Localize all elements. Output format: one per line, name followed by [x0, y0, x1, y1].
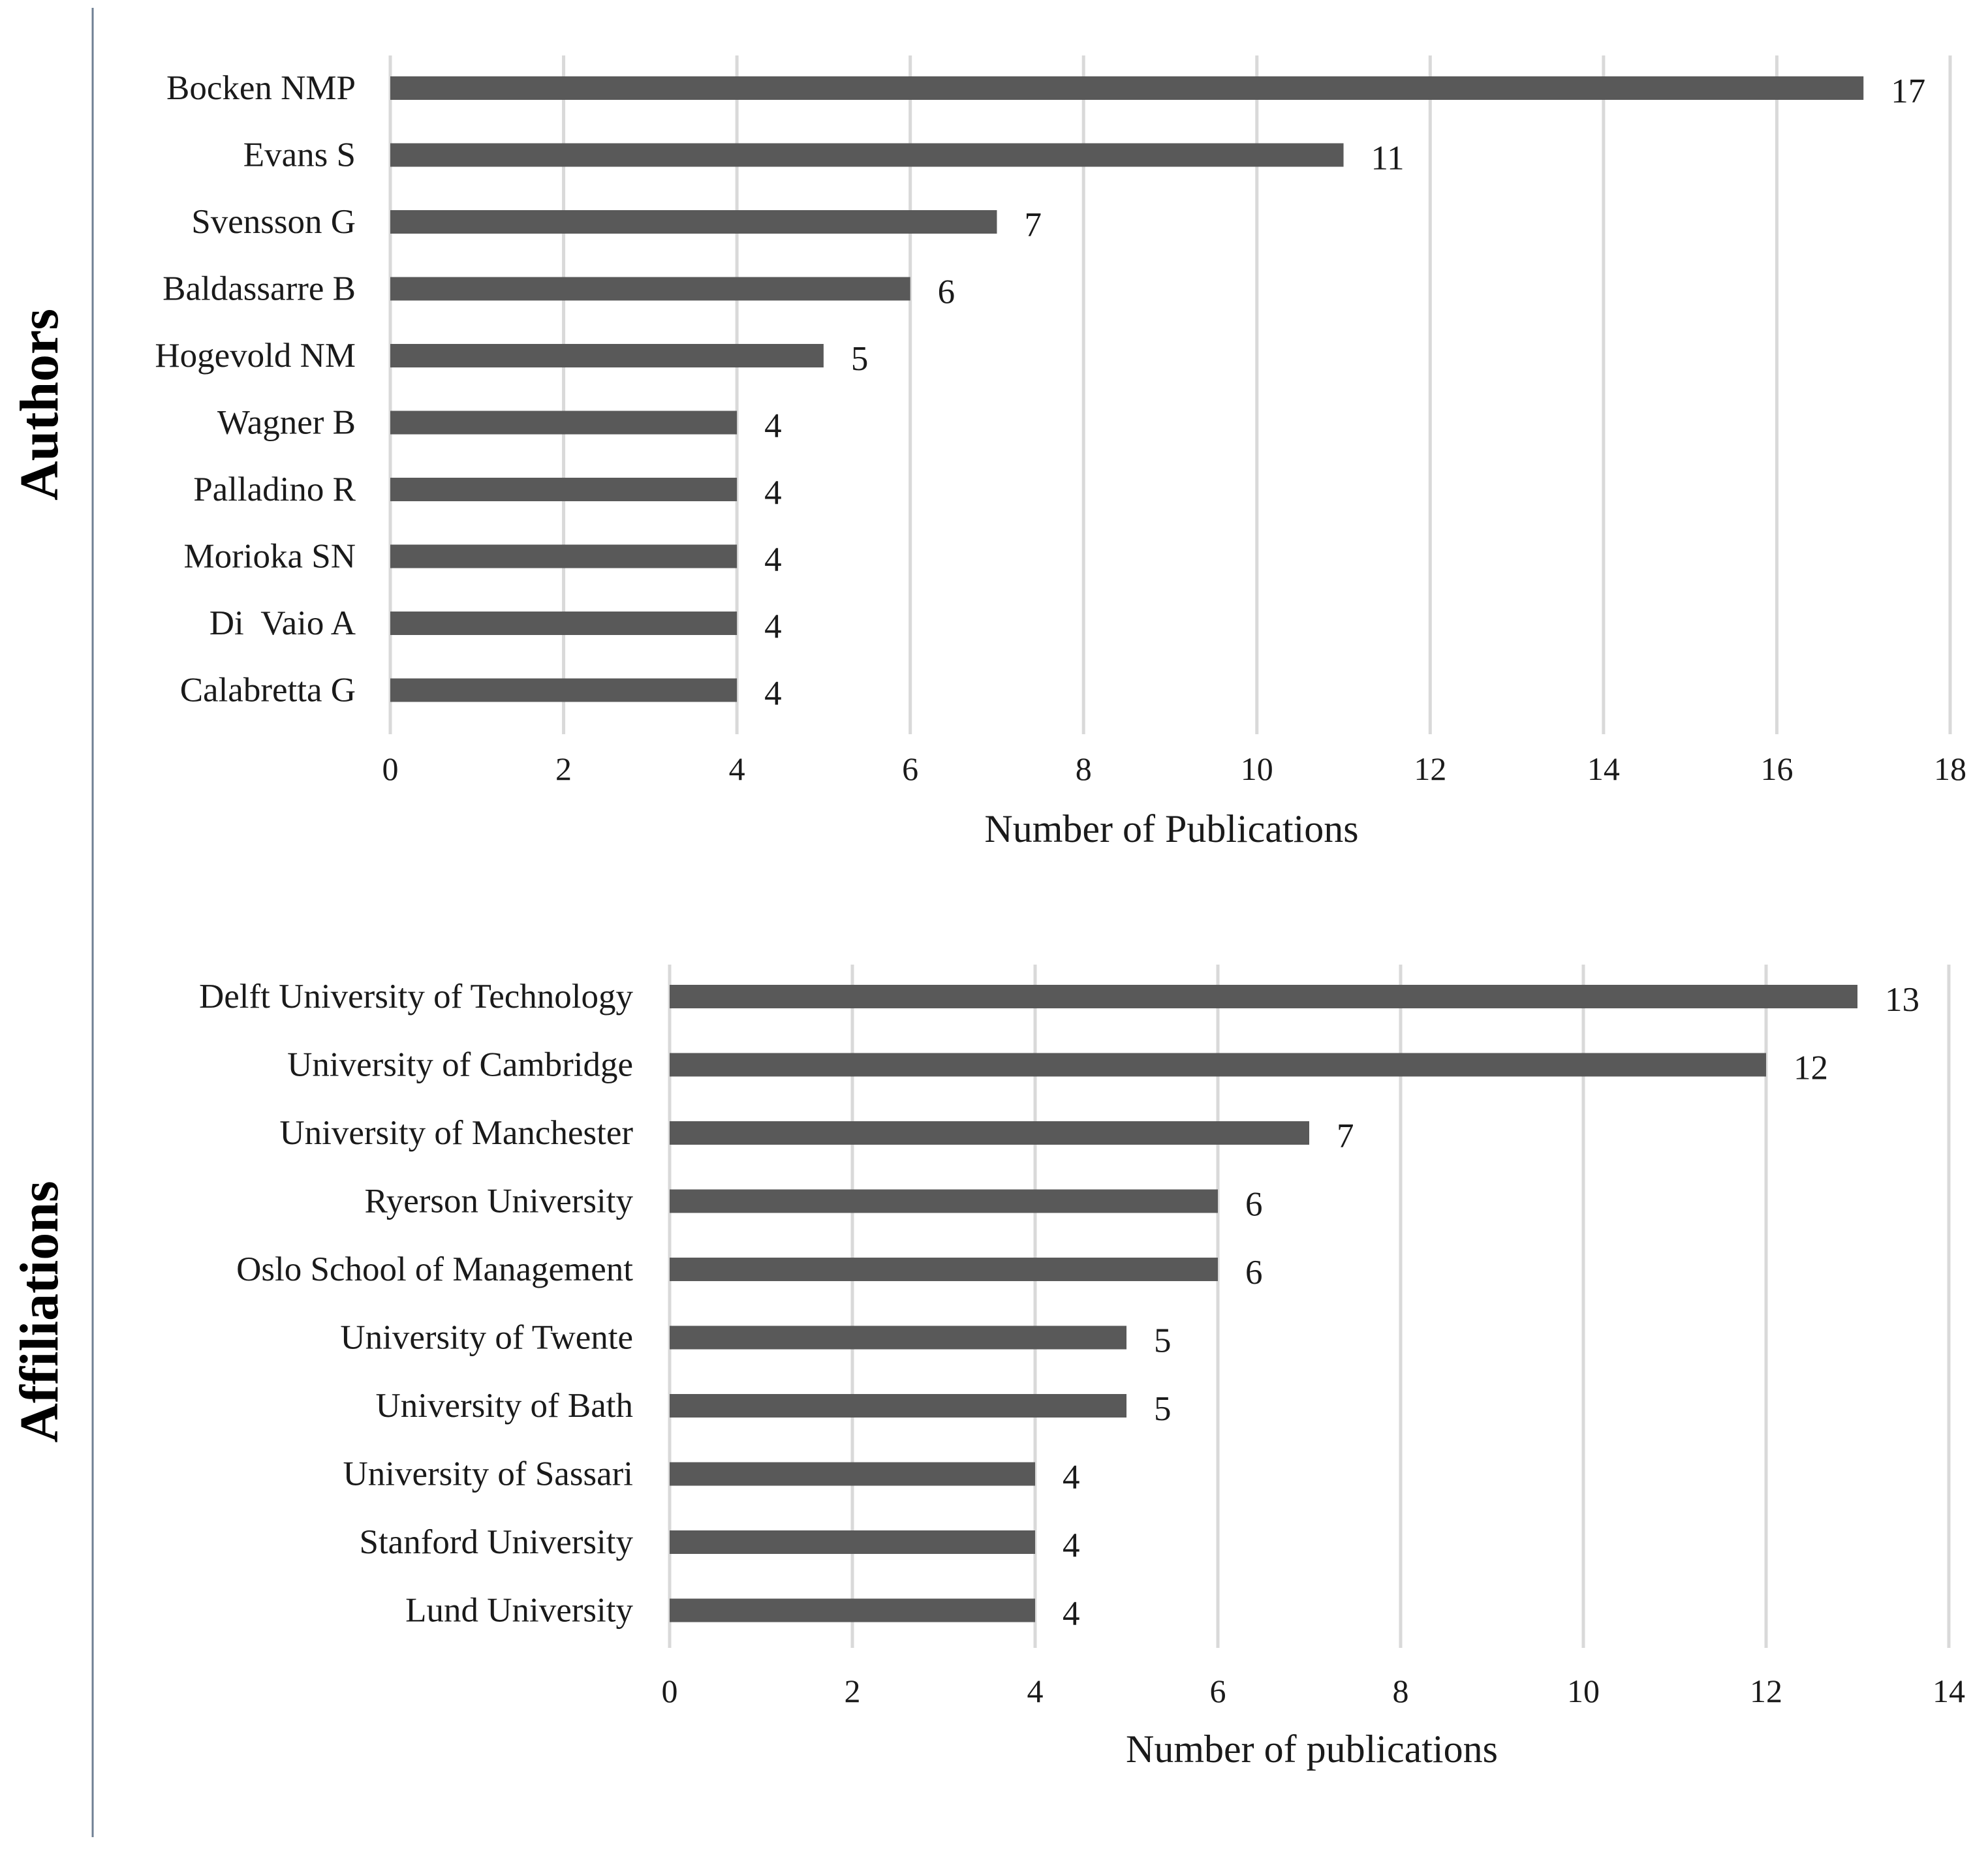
authors-chart [9, 55, 1966, 850]
x-tick-label-authors: 10 [1240, 751, 1273, 787]
affiliations-chart [9, 965, 1965, 1771]
x-tick-label-affiliations: 14 [1933, 1673, 1965, 1709]
category-label-affiliations: Stanford University [359, 1523, 633, 1561]
x-tick-label-authors: 18 [1934, 751, 1966, 787]
bar-affiliations [670, 1121, 1309, 1145]
data-label-authors: 6 [937, 273, 955, 311]
category-label-authors: Morioka SN [183, 537, 356, 576]
data-label-authors: 11 [1371, 139, 1405, 178]
category-label-authors: Bocken NMP [166, 69, 356, 107]
x-axis-title-authors: Number of Publications [984, 807, 1359, 850]
data-label-affiliations: 6 [1245, 1254, 1263, 1292]
x-tick-label-authors: 4 [728, 751, 745, 787]
x-tick-label-affiliations: 4 [1027, 1673, 1044, 1709]
category-label-authors: Hogevold NM [155, 337, 356, 375]
data-label-affiliations: 7 [1337, 1117, 1354, 1155]
category-label-affiliations: University of Cambridge [287, 1046, 633, 1084]
x-tick-label-authors: 0 [382, 751, 399, 787]
data-label-affiliations: 5 [1154, 1390, 1172, 1428]
x-tick-label-affiliations: 10 [1567, 1673, 1600, 1709]
data-label-affiliations: 4 [1063, 1527, 1080, 1564]
bar-affiliations [670, 1530, 1035, 1554]
data-label-affiliations: 4 [1063, 1458, 1080, 1496]
x-tick-label-affiliations: 8 [1392, 1673, 1409, 1709]
data-label-affiliations: 4 [1063, 1594, 1080, 1633]
data-label-authors: 4 [764, 474, 782, 512]
x-axis-title-affiliations: Number of publications [1126, 1728, 1498, 1771]
x-tick-label-affiliations: 6 [1209, 1673, 1226, 1709]
category-label-affiliations: University of Twente [340, 1318, 633, 1357]
bar-authors [390, 144, 1344, 167]
data-label-affiliations: 12 [1794, 1049, 1828, 1087]
bar-affiliations [670, 1326, 1126, 1350]
bar-affiliations [670, 1190, 1218, 1213]
bar-affiliations [670, 1463, 1035, 1486]
x-tick-label-authors: 2 [555, 751, 572, 787]
bar-authors [390, 277, 910, 301]
x-tick-label-authors: 8 [1075, 751, 1092, 787]
panel-label-affiliations: Affiliations [9, 1181, 70, 1443]
bar-authors [390, 344, 824, 367]
category-label-authors: Palladino R [193, 471, 356, 508]
data-label-authors: 4 [764, 407, 782, 445]
data-label-authors: 4 [764, 608, 782, 645]
bar-authors [390, 478, 737, 501]
bar-authors [390, 411, 737, 435]
data-label-affiliations: 6 [1245, 1185, 1263, 1224]
category-label-authors: Evans S [243, 136, 356, 174]
category-label-authors: Calabretta G [179, 671, 356, 709]
bar-authors [390, 545, 737, 568]
bar-authors [390, 612, 737, 635]
category-label-affiliations: Ryerson University [364, 1182, 633, 1220]
bar-affiliations [670, 1394, 1126, 1418]
data-label-authors: 17 [1891, 72, 1926, 110]
data-label-authors: 7 [1024, 206, 1042, 244]
bar-authors [390, 210, 997, 234]
category-label-authors: Svensson G [191, 203, 356, 241]
bar-authors [390, 679, 737, 702]
x-tick-label-authors: 6 [902, 751, 919, 787]
data-label-affiliations: 13 [1885, 981, 1919, 1019]
category-label-affiliations: Delft University of Technology [198, 978, 633, 1015]
bar-affiliations [670, 1258, 1218, 1281]
x-tick-label-authors: 14 [1587, 751, 1620, 787]
category-label-authors: Di Vaio A [209, 604, 356, 642]
bar-authors [390, 76, 1863, 100]
panel-label-authors: Authors [9, 308, 70, 501]
x-tick-label-affiliations: 12 [1750, 1673, 1782, 1709]
bar-affiliations [670, 1053, 1766, 1077]
category-label-affiliations: Oslo School of Management [236, 1250, 633, 1288]
bar-affiliations [670, 985, 1857, 1008]
data-label-authors: 4 [764, 674, 782, 713]
category-label-authors: Baldassarre B [163, 270, 356, 308]
category-label-affiliations: University of Sassari [343, 1455, 633, 1493]
x-tick-label-affiliations: 0 [661, 1673, 678, 1709]
category-label-authors: Wagner B [217, 403, 356, 442]
data-label-authors: 5 [850, 340, 869, 378]
category-label-affiliations: University of Bath [375, 1387, 633, 1425]
data-label-affiliations: 5 [1154, 1322, 1172, 1360]
x-tick-label-affiliations: 2 [844, 1673, 861, 1709]
data-label-authors: 4 [764, 540, 782, 579]
x-tick-label-authors: 12 [1414, 751, 1447, 787]
category-label-affiliations: University of Manchester [279, 1114, 633, 1152]
category-label-affiliations: Lund University [405, 1591, 633, 1630]
x-tick-label-authors: 16 [1760, 751, 1794, 787]
bar-affiliations [670, 1599, 1035, 1622]
